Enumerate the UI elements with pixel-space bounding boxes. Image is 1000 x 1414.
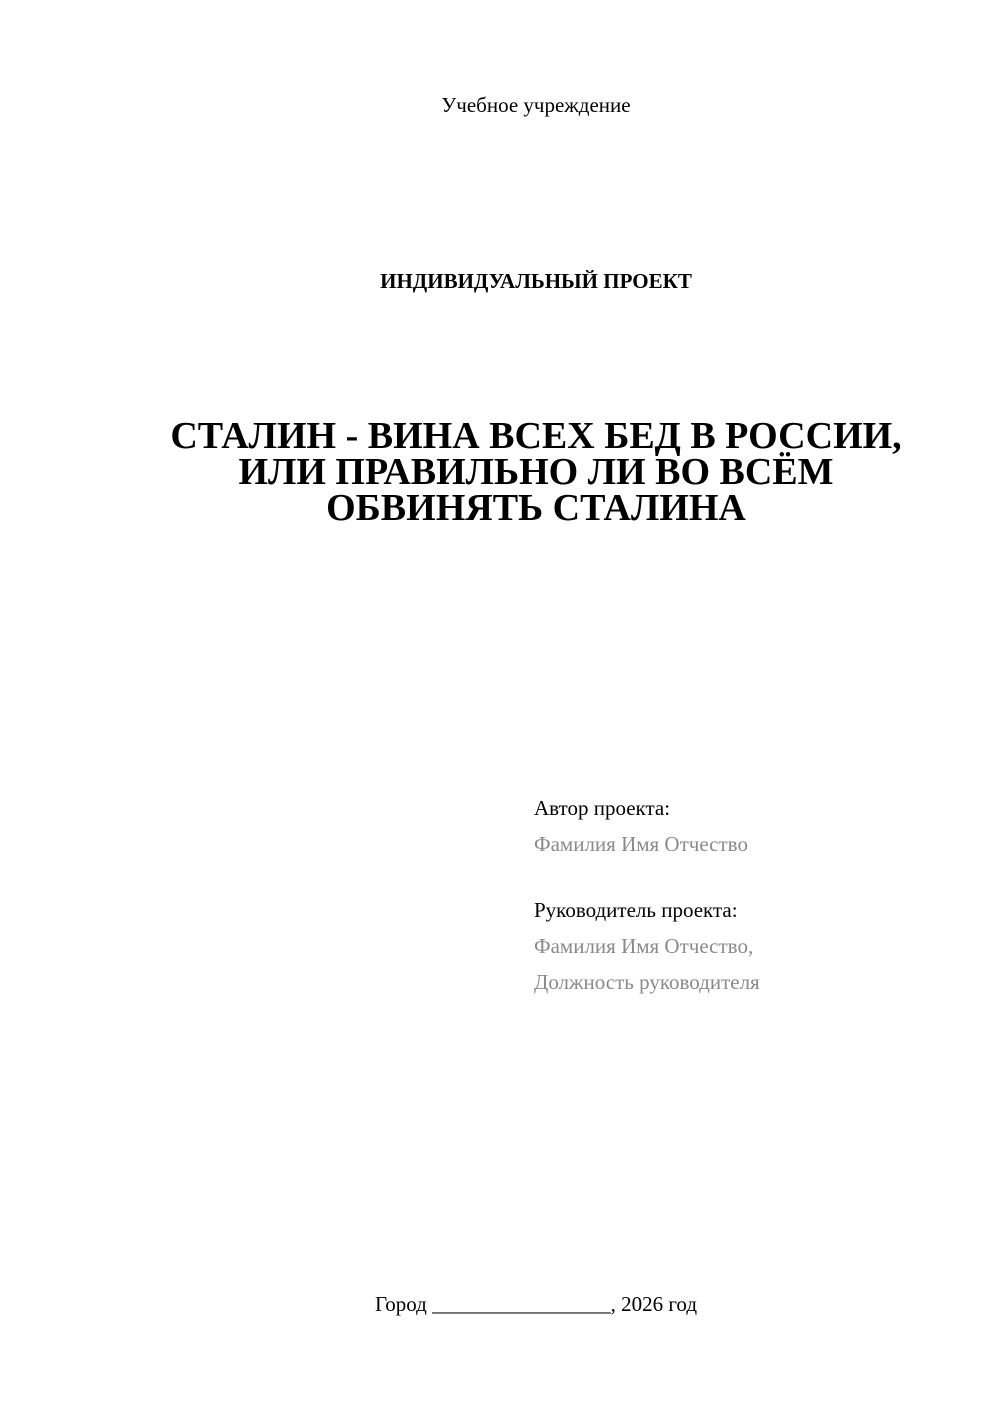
supervisor-position-placeholder[interactable]: Должность руководителя [534,970,760,994]
supervisor-name-placeholder[interactable]: Фамилия Имя Отчество, [534,934,754,958]
project-info-block [534,790,974,1000]
info-spacer [534,862,974,892]
author-name-placeholder[interactable]: Фамилия Имя Отчество [534,832,748,856]
title-line-3: ОБВИНЯТЬ СТАЛИНА [326,487,746,529]
project-title [100,415,972,529]
title-line-1: СТАЛИН - ВИНА ВСЕХ БЕД В РОССИИ, [170,415,902,457]
supervisor-label: Руководитель проекта: [534,898,738,922]
title-line-2: ИЛИ ПРАВИЛЬНО ЛИ ВО ВСЁМ [238,451,834,493]
author-label: Автор проекта: [534,796,671,820]
institution-name: Учебное учреждение [441,93,631,117]
document-type: ИНДИВИДУАЛЬНЫЙ ПРОЕКТ [380,269,692,293]
city-year-line: Город _________________, 2026 год [374,1292,698,1316]
